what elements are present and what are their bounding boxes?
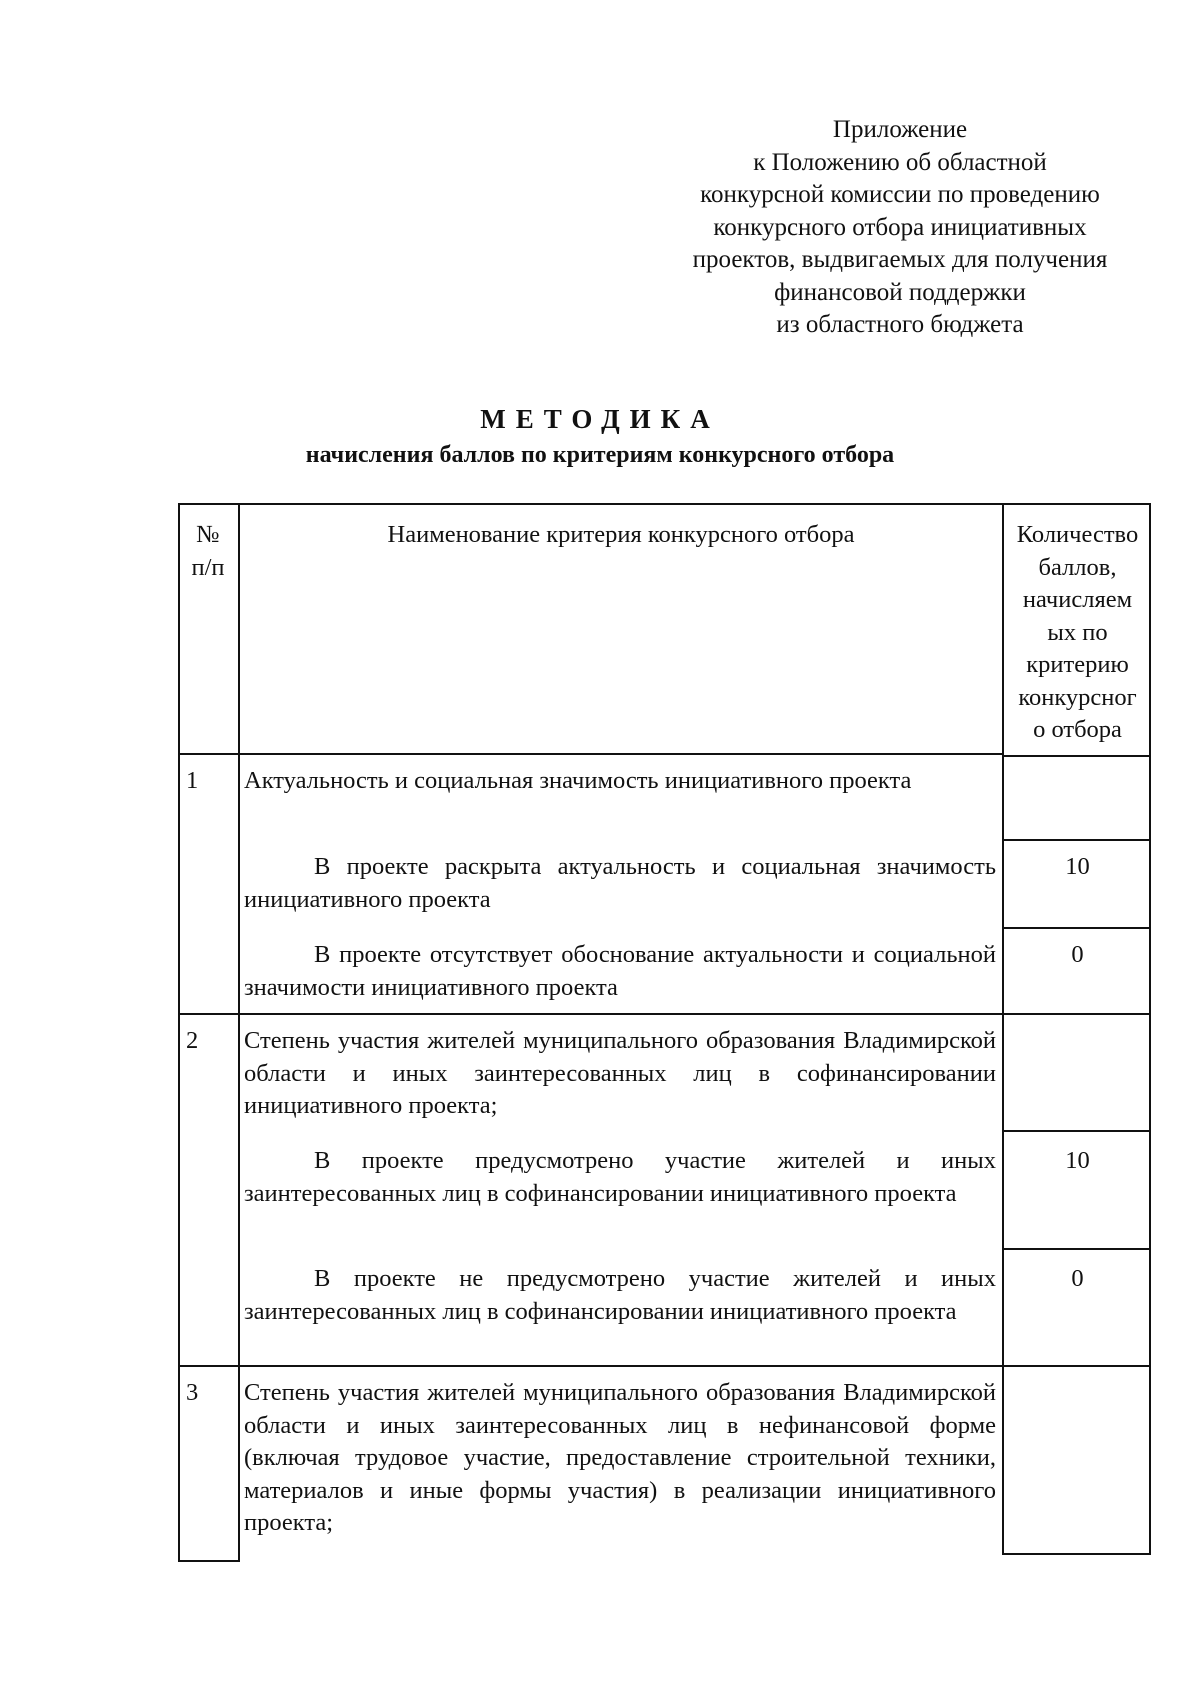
criterion-text: Степень участия жителей муниципального образования Владимирской области и иных заинтересованных лиц в софинансировании инициативного проекта;	[244, 1027, 996, 1119]
appendix-line: финансовой поддержки	[774, 278, 1026, 306]
table-divider	[178, 1365, 1151, 1367]
criterion-option: В проекте раскрыта актуальность и социальная значимость инициативного проекта	[244, 853, 996, 913]
appendix-line: конкурсной комиссии по проведению	[700, 181, 1100, 208]
table-divider	[178, 753, 1002, 755]
header-score: Количество баллов, начисляем ых по критерию конкурсног о отбора	[1016, 521, 1139, 743]
table-divider	[1002, 927, 1151, 929]
option-score: 10	[1065, 1147, 1090, 1174]
table-border-left	[178, 503, 180, 1562]
appendix-line: из областного бюджета	[776, 311, 1024, 338]
criterion-option: В проекте предусмотрено участие жителей и иных заинтересованных лиц в софинансировании инициативного проекта	[244, 1147, 996, 1207]
table-divider	[1002, 1130, 1151, 1132]
title-main: МЕТОДИКА	[480, 404, 720, 434]
criterion-option: В проекте не предусмотрено участие жителей и иных заинтересованных лиц в софинансировании инициативного проекта	[244, 1265, 996, 1325]
option-score: 10	[1065, 853, 1090, 880]
appendix-line: к Положению об областной	[753, 148, 1047, 176]
title-subtitle: начисления баллов по критериям конкурсного отбора	[305, 442, 895, 468]
appendix-line: конкурсного отбора инициативных	[713, 213, 1087, 241]
appendix-line: проектов, выдвигаемых для получения	[692, 246, 1108, 273]
table-column-divider	[238, 503, 240, 1562]
criteria-table	[178, 503, 1151, 1563]
table-border-bottom	[1002, 1553, 1151, 1555]
appendix-note	[660, 114, 1140, 342]
option-score: 0	[1071, 1265, 1084, 1292]
table-border-top	[178, 503, 1151, 505]
appendix-line: Приложение	[832, 116, 968, 143]
table-divider	[178, 1013, 1151, 1015]
table-divider	[1002, 755, 1151, 757]
row-number: 2	[186, 1027, 199, 1054]
table-divider	[1002, 1248, 1151, 1250]
row-number: 1	[186, 767, 199, 794]
table-border-bottom	[178, 1560, 238, 1562]
criterion-option: В проекте отсутствует обоснование актуальности и социальной значимости инициативного проекта	[244, 941, 996, 1001]
header-number: № п/п	[191, 521, 225, 581]
header-criterion-name: Наименование критерия конкурсного отбора	[387, 521, 855, 548]
criterion-text: Степень участия жителей муниципального образования Владимирской области и иных заинтересованных лиц в нефинансовой форме (включая трудовое участие, предоставление строительной техники, материалов и иные формы участия) в реализации инициативного проекта;	[244, 1379, 996, 1536]
option-score: 0	[1071, 941, 1084, 968]
table-divider	[1002, 839, 1151, 841]
criterion-text: Актуальность и социальная значимость инициативного проекта	[244, 767, 912, 794]
document-title	[200, 402, 1000, 472]
row-number: 3	[186, 1379, 199, 1406]
